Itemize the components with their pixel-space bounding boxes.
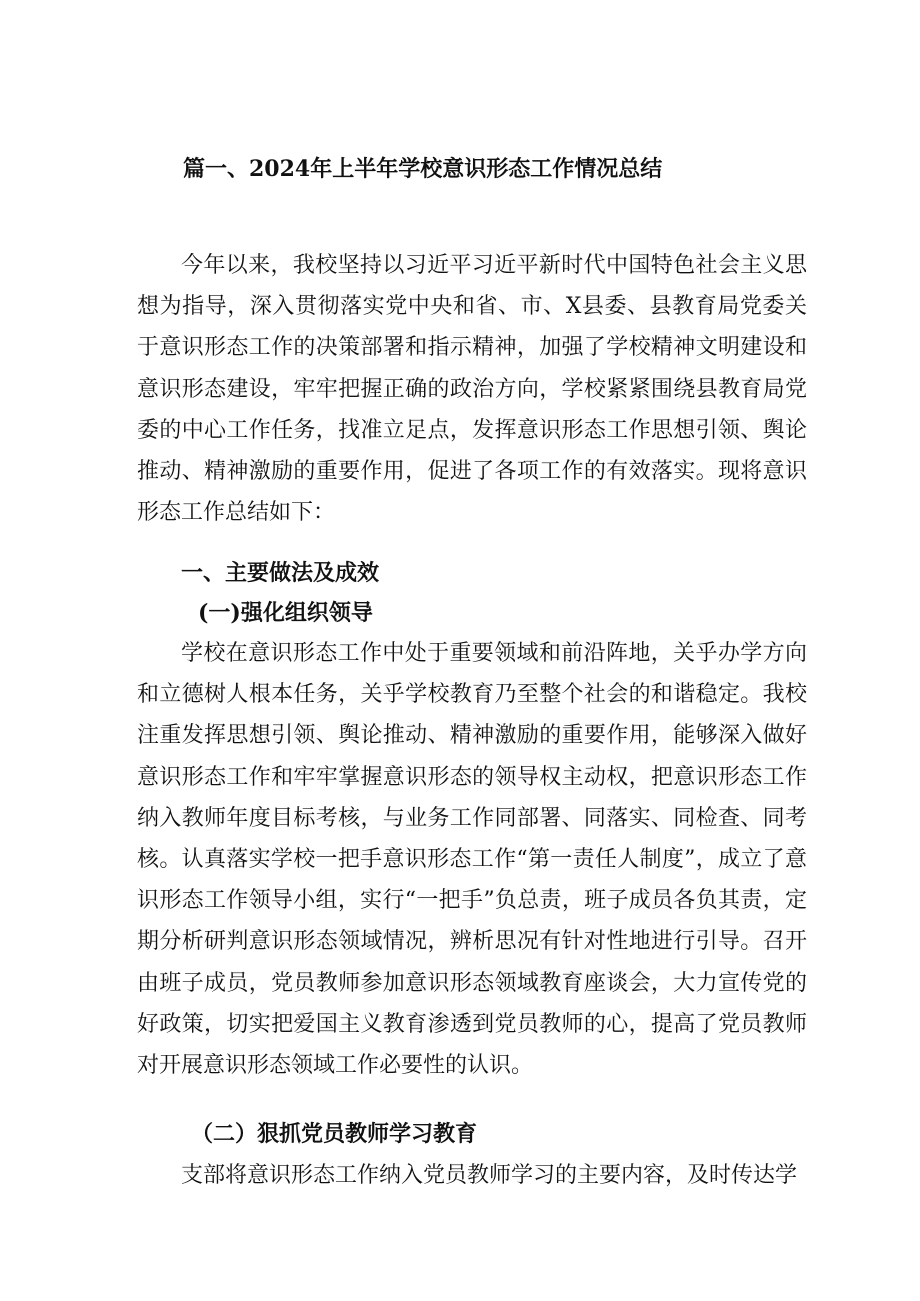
intro-paragraph: 今年以来，我校坚持以习近平习近平新时代中国特色社会主义思想为指导，深入贯彻落实党中央和省、市、X县委、县教育局党委关于意识形态工作的决策部署和指示精神，加强了学校精神文明建设和意识形态建设，牢牢把握正确的政治方向，学校紧紧围绕县教育局党委的中心工作任务，找准立足点，发挥意识形态工作思想引领、舆论推动、精神激励的重要作用，促进了各项工作的有效落实。现将意识形态工作总结如下： — [137, 253, 807, 526]
organization-paragraph: 学校在意识形态工作中处于重要领域和前沿阵地，关乎办学方向和立德树人根本任务，关乎学校教育乃至整个社会的和谐稳定。我校注重发挥思想引领、舆论推动、精神激励的重要作用，能够深入做好意识形态工作和牢牢掌握意识形态的领导权主动权，把意识形态工作纳入教师年度目标考核，与业务工作同部署、同落实、同检查、同考核。认真落实学校一把手意识形态工作“第一责任人制度”，成立了意识形态工作领导小组，实行“一把手”负总责，班子成员各负其责，定期分析研判意识形态领域情况，辨析思况有针对性地进行引导。召开由班子成员，党员教师参加意识形态领域教育座谈会，大力宣传党的好政策，切实把爱国主义教育渗透到党员教师的心，提高了党员教师对开展意识形态领域工作必要性的认识。 — [137, 641, 807, 1079]
subsection-heading-study-education: （二）狠抓党员教师学习教育 — [191, 1121, 478, 1147]
subsection-heading-organization: (一)强化组织领导 — [198, 600, 373, 626]
section-heading-main-practices: 一、主要做法及成效 — [181, 560, 380, 586]
study-education-paragraph: 支部将意识形态工作纳入党员教师学习的主要内容，及时传达学 — [181, 1163, 798, 1188]
document-title: 篇一、2024年上半年学校意识形态工作情况总结 — [183, 156, 663, 182]
